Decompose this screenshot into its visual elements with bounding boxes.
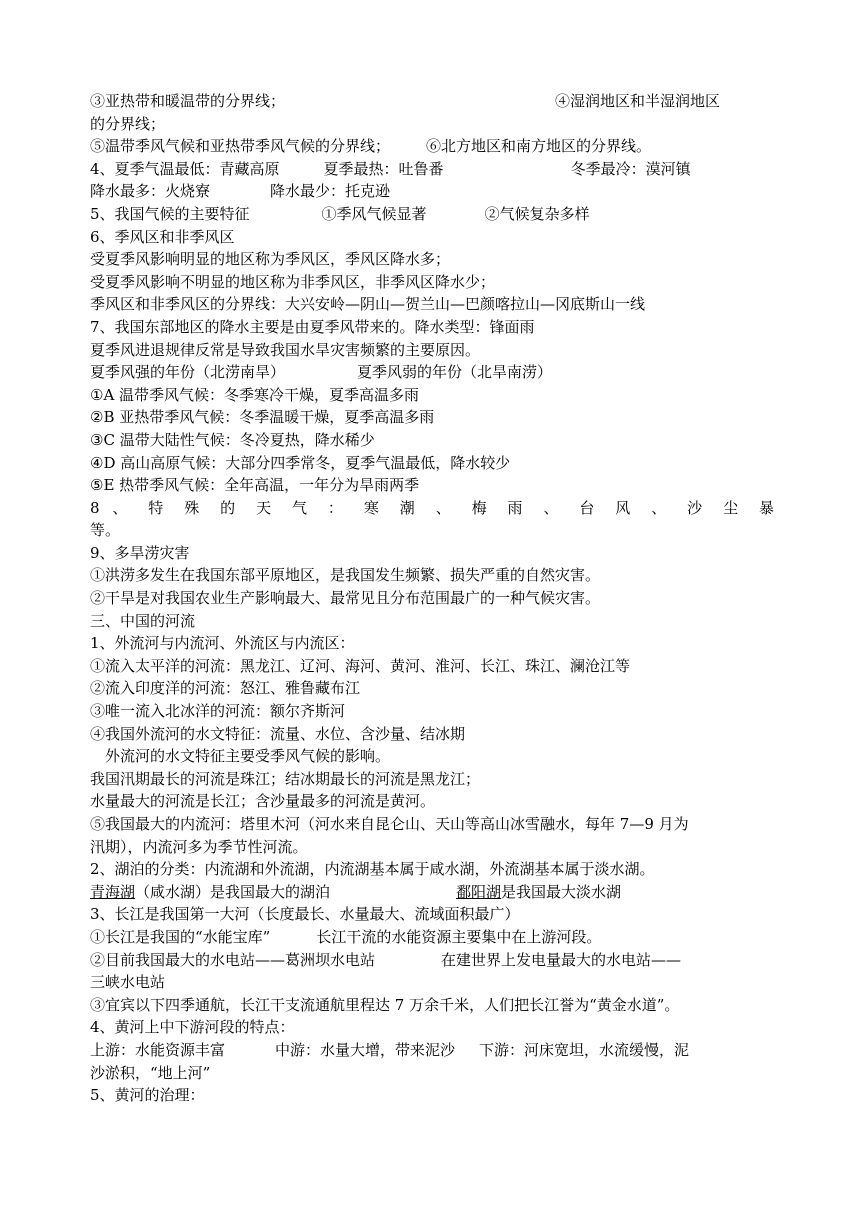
text-span: 下游：河床宽坦，水流缓慢，泥 <box>479 1040 690 1059</box>
text-line <box>90 90 774 113</box>
text-line <box>90 881 774 904</box>
text-line: ③C 温带大陆性气候：冬冷夏热，降水稀少 <box>90 430 375 449</box>
text-span: ①季风气候显著 <box>321 204 427 223</box>
text-line: 受夏季风影响明显的地区称为季风区，季风区降水多； <box>90 250 451 269</box>
text-line: 三峡水电站 <box>90 973 166 992</box>
document-page <box>90 90 774 1107</box>
text-span: ⑥北方地区和南方地区的分界线。 <box>426 137 652 156</box>
text-span: 5、我国气候的主要特征 <box>90 204 250 223</box>
text-line: 4、黄河上中下游河段的特点： <box>90 1018 295 1037</box>
text-line <box>90 1039 774 1062</box>
text-line: 3、长江是我国第一大河（长度最长、水量最大、流域面积最广） <box>90 905 520 924</box>
text-line: ③宜宾以下四季通航，长江干支流通航里程达 7 万余千米，人们把长江誉为“黄金水道”。 <box>90 995 680 1014</box>
text-line <box>90 361 774 384</box>
underlined-text: 青海湖 <box>90 882 136 901</box>
text-span: 夏季风强的年份（北涝南旱） <box>90 363 286 382</box>
text-line: 外流河的水文特征主要受季风气候的影响。 <box>105 747 391 766</box>
text-line: ②B 亚热带季风气候：冬季温暖干燥，夏季高温多雨 <box>90 408 435 427</box>
text-span: ④湿润地区和半湿润地区 <box>555 92 721 110</box>
text-span: ③亚热带和暖温带的分界线； <box>90 92 286 110</box>
text-line: ②流入印度洋的河流：怒江、雅鲁藏布江 <box>90 679 361 698</box>
text-line: 1、外流河与内流河、外流区与内流区： <box>90 634 355 653</box>
text-span: 上游：水能资源丰富 <box>90 1040 226 1059</box>
text-line: 水量最大的河流是长江；含沙量最多的河流是黄河。 <box>90 792 436 811</box>
text-line: 2、湖泊的分类：内流湖和外流湖，内流湖基本属于咸水湖，外流湖基本属于淡水湖。 <box>90 860 655 879</box>
text-span: 是我国最大淡水湖 <box>501 882 622 901</box>
text-line: ①流入太平洋的河流：黑龙江、辽河、海河、黄河、淮河、长江、珠江、澜沧江等 <box>90 656 631 675</box>
section-heading: 三、中国的河流 <box>90 611 196 630</box>
text-line: 汛期），内流河多为季节性河流。 <box>90 837 308 856</box>
text-line: ⑤E 热带季风气候：全年高温，一年分为旱雨两季 <box>90 476 420 495</box>
text-line: 5、黄河的治理： <box>90 1086 205 1105</box>
text-span: ①长江是我国的“水能宝库” <box>90 927 271 946</box>
text-line: 季风区和非季风区的分界线：大兴安岭—阴山—贺兰山—巴颜喀拉山—冈底斯山一线 <box>90 295 646 314</box>
text-span: ②气候复杂多样 <box>484 204 590 223</box>
underlined-text: 鄱阳湖 <box>456 882 502 901</box>
text-line: 等。 <box>90 521 121 540</box>
text-span: 中游：水量大增，带来泥沙 <box>275 1040 456 1059</box>
text-line: 7、我国东部地区的降水主要是由夏季风带来的。降水类型：锋面雨 <box>90 317 535 336</box>
text-line: 9、多旱涝灾害 <box>90 543 190 562</box>
text-line: ③唯一流入北冰洋的河流：额尔齐斯河 <box>90 702 346 721</box>
text-span: 降水最少：托克逊 <box>270 182 391 201</box>
text-line: 6、季风区和非季风区 <box>90 227 235 246</box>
text-line: 受夏季风影响不明显的地区称为非季风区，非季风区降水少； <box>90 272 496 291</box>
text-span: 降水最多：火烧寮 <box>90 182 211 201</box>
text-span: 在建世界上发电量最大的水电站—— <box>441 950 682 969</box>
text-line <box>90 158 774 181</box>
text-line: ⑤我国最大的内流河：塔里木河（河水来自昆仑山、天山等高山冰雪融水，每年 7—9 月为 <box>90 815 689 833</box>
text-line <box>90 949 774 972</box>
text-line: ①A 温带季风气候：冬季寒冷干燥，夏季高温多雨 <box>90 385 420 404</box>
text-line <box>90 135 774 158</box>
text-line: 夏季风进退规律反常是导致我国水旱灾害频繁的主要原因。 <box>90 340 481 359</box>
text-line: ②干旱是对我国农业生产影响最大、最常见且分布范围最广的一种气候灾害。 <box>90 589 601 608</box>
text-span: 长江干流的水能资源主要集中在上游河段。 <box>316 927 602 946</box>
text-span: ②目前我国最大的水电站——葛洲坝水电站 <box>90 950 376 969</box>
text-span: ⑤温带季风气候和亚热带季风气候的分界线； <box>90 137 391 156</box>
text-span: 夏季风弱的年份（北旱南涝） <box>357 363 553 382</box>
text-span: 4、夏季气温最低：青藏高原 <box>90 159 280 178</box>
text-line: 的分界线； <box>90 114 166 133</box>
text-line <box>90 180 774 203</box>
text-line: ①洪涝多发生在我国东部平原地区，是我国发生频繁、损失严重的自然灾害。 <box>90 566 601 585</box>
text-line: ④D 高山高原气候：大部分四季常冬，夏季气温最低，降水较少 <box>90 453 511 472</box>
text-line <box>90 203 774 226</box>
text-span: 夏季最热：吐鲁番 <box>323 159 444 178</box>
text-line <box>90 926 774 949</box>
text-span: 冬季最冷：漠河镇 <box>570 159 691 178</box>
text-line: 沙淤积，“地上河” <box>90 1063 211 1082</box>
text-line: 8 、 特 殊 的 天 气 ： 寒 潮 、 梅 雨 、 台 风 、 沙 尘 暴 <box>90 498 774 517</box>
text-span: （咸水湖）是我国最大的湖泊 <box>135 882 331 901</box>
text-line: 我国汛期最长的河流是珠江；结冰期最长的河流是黑龙江； <box>90 769 481 788</box>
text-line: ④我国外流河的水文特征：流量、水位、含沙量、结冰期 <box>90 724 466 743</box>
